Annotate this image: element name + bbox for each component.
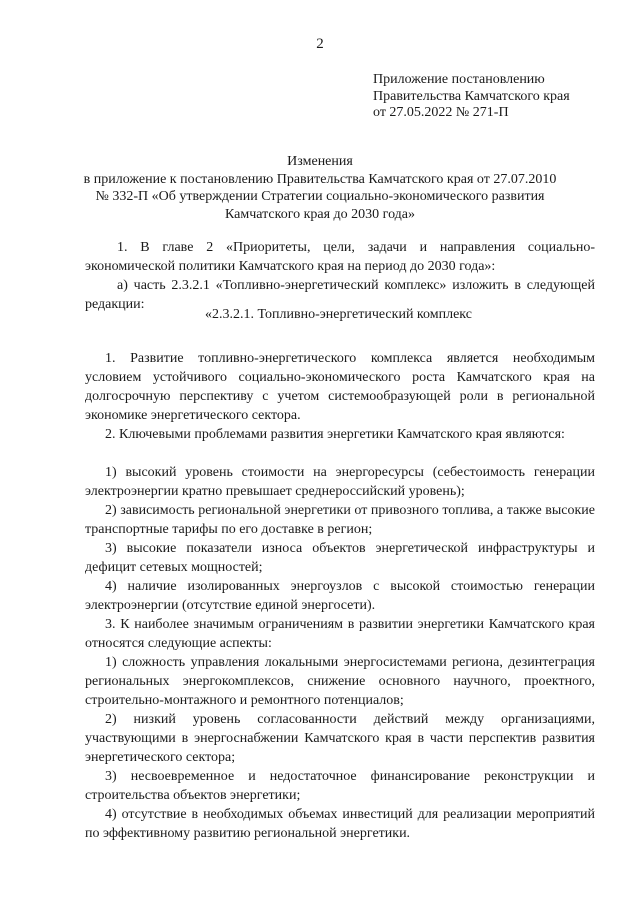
appendix-header [373, 72, 570, 122]
appendix-line-3: от 27.05.2022 № 271-П [373, 105, 509, 120]
body-item-2-1: 1) высокий уровень стоимости на энергоресурсы (себестоимость генерации электроэнергии кратно превышает среднероссийский уровень); [85, 465, 595, 499]
body-item-3-3: 3) несвоевременное и недостаточное финансирование реконструкции и строительства объектов энергетики; [85, 769, 595, 803]
body-item-3-1: 1) сложность управления локальными энергосистемами региона, дезинтеграция региональных энергокомплексов, снижение основного научного, проектного, строительно-монтажного и ремонтного потенциалов; [85, 655, 595, 708]
body-item-2-3: 3) высокие показатели износа объектов энергетической инфраструктуры и дефицит сетевых мощностей; [85, 541, 595, 575]
section-heading: «2.3.2.1. Топливно-энергетический комплекс [205, 307, 472, 322]
title-line-4: Камчатского края до 2030 года» [224, 206, 415, 222]
intro-paragraph-2: а) часть 2.3.2.1 «Топливно-энергетический комплекс» изложить в следующей редакции: [85, 278, 595, 312]
body-item-3-4: 4) отсутствие в необходимых объемах инвестиций для реализации мероприятий по эффективному развитию региональной энергетики. [85, 807, 595, 841]
appendix-line-1: Приложение постановлению [373, 72, 545, 87]
page-number: 2 [316, 36, 324, 52]
title-line-3: № 332-П «Об утверждении Стратегии социально-экономического развития [95, 189, 545, 204]
intro-paragraph-1: 1. В главе 2 «Приоритеты, цели, задачи и направления социально-экономической политики Камчатского края на период до 2030 года»: [85, 240, 595, 274]
title-line-1: Изменения [287, 154, 353, 169]
document-title [60, 153, 580, 223]
title-line-2: в приложение к постановлению Правительства Камчатского края от 27.07.2010 [83, 171, 557, 187]
body-item-3-2: 2) низкий уровень согласованности действий между организациями, участвующими в энергоснабжении Камчатского края в части перспектив развития энергетического сектора; [85, 712, 595, 765]
body-paragraph-2: 2. Ключевыми проблемами развития энергетики Камчатского края являются: [105, 427, 565, 442]
appendix-line-2: Правительства Камчатского края [373, 88, 570, 104]
body-paragraph-1: 1. Развитие топливно-энергетического комплекса является необходимым условием устойчивого социально-экономического роста Камчатского края на долгосрочную перспективу с учетом системообразующей роли в региональной экономике энергетического сектора. [85, 351, 595, 423]
body-item-2-2: 2) зависимость региональной энергетики от привозного топлива, а также высокие транспортные тарифы по его доставке в регион; [85, 503, 595, 537]
body-paragraph-3: 3. К наиболее значимым ограничениям в развитии энергетики Камчатского края относятся следующие аспекты: [85, 617, 595, 651]
body-item-2-4: 4) наличие изолированных энергоузлов с высокой стоимостью генерации электроэнергии (отсутствие единой энергосети). [85, 579, 595, 613]
